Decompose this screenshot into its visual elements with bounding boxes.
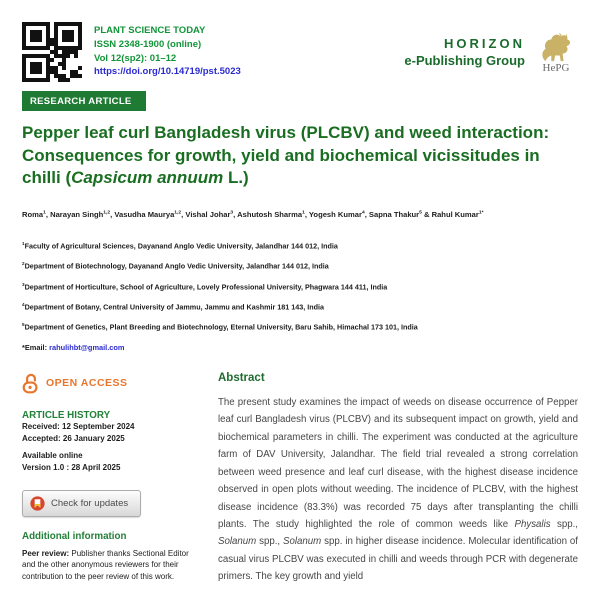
journal-header-block — [22, 22, 241, 82]
history-accepted: Accepted: 26 January 2025 — [22, 433, 125, 443]
article-meta-column — [22, 372, 218, 586]
hepg-lion-logo-icon — [537, 30, 575, 64]
publisher-block — [404, 22, 578, 74]
publisher-logo-caption: HePG — [542, 62, 570, 74]
affiliation-5: $^5$Department of Genetics, Plant Breeding and Biotechnology, Eternal University, Baru Sahib, Himachal 173 101, India — [22, 322, 418, 332]
author-list: Roma$^1$, Narayan Singh$^{1,2}$, Vasudha Maurya$^{1,2}$, Vishal Johar$^3$, Ashutosh Sharma$^1$, Yogesh Kumar$^4$, Sapna Thakur$^5$ & Rahul Kumar$^{1*}$ — [22, 209, 484, 219]
abstract-column — [218, 372, 578, 586]
history-received: Received: 12 September 2024 — [22, 421, 135, 431]
publisher-name-line1: HORIZON — [444, 36, 525, 51]
additional-information-heading: Additional information — [22, 530, 127, 542]
meta-and-abstract — [22, 372, 578, 586]
journal-issn: ISSN 2348-1900 (online) — [94, 38, 202, 50]
abstract-text: The present study examines the impact of weeds on disease occurrence of Pepper leaf curl Bangladesh virus (PLCBV) and its subsequent impact on growth, yield and biochemical parameters in chilli. The experiment was conducted at the agriculture farm of DAV University, Jalandhar. The field trial revealed a strong correlation between weed presence and leaf curl disease, with the highest disease incidence observed in open plots without weeding. The incidence of PLCBV, with the highest disease incidence (83.3%) was recorded 75 days after transplanting the chilli plants. The study highlighted the role of common weeds like Physalis spp., Solanum spp., Solanum spp. in higher disease incidence. Molecular identification of casual virus PLCBV was executed in chilli and weeds through PCR with degenerate primers. The key growth and yield — [218, 396, 578, 583]
journal-volume: Vol 12(sp2): 01–12 — [94, 52, 177, 64]
open-access-row — [22, 372, 204, 394]
email-label: *Email: — [22, 342, 50, 352]
doi-link[interactable]: https://doi.org/10.14719/pst.5023 — [94, 66, 241, 78]
crossmark-bookmark-icon — [30, 496, 45, 511]
affiliation-list — [22, 241, 578, 332]
check-for-updates-button[interactable] — [22, 490, 141, 517]
publisher-logo — [534, 30, 578, 74]
check-for-updates-label: Check for updates — [51, 497, 129, 509]
history-available-online: Available online — [22, 450, 83, 460]
peer-review-note: Peer review: Publisher thanks Sectional Editor and the other anonymous reviewers for their contribution to the peer review of this work. — [22, 548, 189, 581]
affiliation-1: $^1$Faculty of Agricultural Sciences, Dayanand Anglo Vedic University, Jalandhar 144 012, India — [22, 240, 338, 251]
qr-code — [22, 22, 82, 82]
article-title: Pepper leaf curl Bangladesh virus (PLCBV) and weed interaction: Consequences for growth, yield and biochemical vicissitudes in chilli (Capsicum annuum L.) — [22, 123, 550, 188]
affiliation-2: $^2$Department of Biotechnology, Dayanand Anglo Vedic University, Jalandhar 144 012, India — [22, 261, 329, 271]
affiliation-4: $^4$Department of Botany, Central University of Jammu, Jammu and Kashmir 181 143, India — [22, 302, 325, 312]
publisher-name — [404, 30, 525, 68]
affiliation-3: $^3$Department of Horticulture, School of Agriculture, Lovely Professional University, Phagwara 144 411, India — [22, 281, 388, 291]
corresponding-email-line — [22, 343, 578, 352]
journal-name: PLANT SCIENCE TODAY — [94, 25, 206, 36]
publisher-name-line2: e-Publishing Group — [404, 53, 525, 68]
page-header — [22, 22, 578, 82]
journal-meta — [94, 22, 241, 79]
abstract-heading: Abstract — [218, 371, 265, 384]
open-access-lock-icon — [22, 372, 39, 394]
article-history-heading: ARTICLE HISTORY — [22, 409, 111, 421]
article-type-badge: RESEARCH ARTICLE — [22, 91, 146, 111]
email-link[interactable]: rahulihbt@gmail.com — [49, 342, 125, 352]
history-version: Version 1.0 : 28 April 2025 — [22, 462, 121, 472]
open-access-label: OPEN ACCESS — [46, 376, 128, 389]
